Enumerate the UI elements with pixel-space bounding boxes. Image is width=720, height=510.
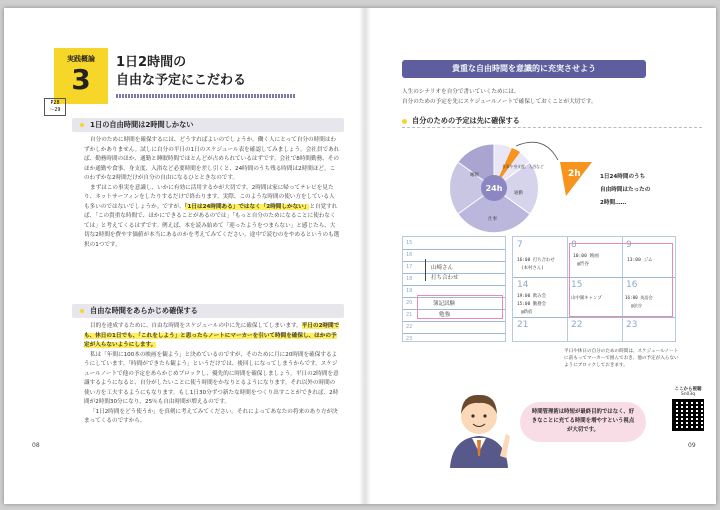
qr-code[interactable] — [672, 399, 704, 431]
grid-v1 — [567, 237, 568, 341]
pie-center-label: 24h — [485, 184, 503, 193]
free-time-label: 2h — [568, 169, 581, 179]
pie-label-commute: 通勤 — [514, 191, 523, 196]
section-2-body — [84, 322, 340, 470]
section-2-para-1a: 目的を達成するために、自由な時間をスケジュールの中に先に確保してしまいます。 — [90, 323, 302, 329]
hour-19: 19 — [406, 288, 413, 294]
note-study: 勉強 — [439, 312, 451, 318]
qr-panel — [668, 386, 708, 446]
page-ref-2: 〜29 — [49, 108, 61, 113]
speech-bubble — [520, 402, 646, 442]
study-marker-block — [417, 295, 503, 319]
intro-line-2: 自分のための予定を先にスケジュールノートで確保しておくことが大切です。 — [402, 98, 597, 105]
intro-text — [402, 88, 692, 107]
page-ref — [44, 98, 66, 116]
section-1-body — [84, 136, 340, 294]
section-banner: 貴重な自由時間を意識的に充実させよう — [402, 60, 646, 78]
section-1-para-2 — [84, 184, 340, 251]
advisor-raised-hand — [500, 434, 510, 458]
calendar-caption: 平日や休日の自分のための時間は、スケジュールノートに前もってマーカーで囲んでおき、他の予定が入らないようにブロックしておきます。 — [564, 349, 679, 368]
section-heading-1: 1日の自由時間は2時間しかない — [72, 118, 344, 132]
chapter-badge — [54, 48, 108, 104]
section-1-highlight: 「1日は24時間ある」ではなく「2時間しかない」 — [184, 203, 310, 210]
note-meeting-1: 山崎さん — [431, 265, 454, 271]
speech-bubble-text: 時間管理術は時短が最終目的ではなく、好きなことに充てる時間を増やすという視点が大切です。 — [531, 409, 635, 433]
hour-16: 16 — [406, 252, 413, 258]
hour-22: 22 — [406, 324, 413, 330]
note-meeting-person: (本村さん) — [521, 266, 544, 271]
hour-18: 18 — [406, 276, 413, 282]
section-heading-2: 自由な時間をあらかじめ確保する — [72, 304, 344, 318]
book-gutter — [359, 8, 371, 504]
day-9: 9 — [626, 240, 632, 250]
hour-20: 20 — [406, 300, 413, 306]
page-number-left: 08 — [32, 442, 40, 449]
notebook-page-right — [512, 236, 676, 342]
note-meeting-2: 打ち合わせ — [431, 275, 459, 281]
page-title — [116, 54, 246, 90]
right-section-heading — [402, 116, 702, 128]
pie-note-1: 1日24時間のうち — [600, 174, 646, 180]
meeting-bracket — [425, 259, 427, 281]
day-21: 21 — [517, 320, 529, 330]
badge-number: 3 — [71, 63, 91, 96]
notebook-page-left — [402, 236, 506, 342]
badge-label: 実践概論 — [67, 55, 95, 63]
qr-title: ここから視聴 — [674, 387, 702, 392]
advisor-illustration — [444, 386, 514, 468]
right-section-title: 自分のための予定は先に確保する — [412, 116, 520, 125]
free-time-wedge — [560, 162, 592, 196]
note-work-session: 15:00 勤務会 — [517, 302, 547, 307]
section-2-para-1 — [84, 322, 340, 351]
advisor-eye-left — [471, 414, 474, 417]
note-english: 16:00 英語会 — [625, 295, 653, 300]
section-2-highlight: 平日の2時間でも、休日の1日でも、「これをしよう」と思ったらノートにマーカーを引いて時間を確保し、ほかの予定が入らないようにします。 — [84, 323, 340, 348]
note-work-place: @新宿 — [521, 310, 533, 315]
pie-label-meals: 食事や身支度、入浴など — [502, 164, 544, 169]
day-7: 7 — [517, 240, 523, 250]
day-22: 22 — [571, 320, 583, 330]
note-drinks: 19:00 飲み会 — [517, 294, 547, 299]
day-14: 14 — [517, 280, 529, 290]
section-1-para-1: 自分のために時間を確保するには、どうすればよいのでしょうか。働く人にとって自分の時間はわずかしかありません。試しに自分の平日の1日のスケジュール表を確認してみましょう。会社員であれば、勤務時間のほか、通勤と睡眠時間でほとんどが占められているはずです。会社で8時間勤務、そのほか通勤や食事、身支度、入浴など必要時間を差し引くと、24時間のうち残る時間は2時間ほど。このわずかな2時間だけが自分の自由になるひとときなのです。 — [84, 137, 340, 181]
qr-code-text: Sn03q — [680, 392, 696, 397]
book-spread — [4, 8, 716, 504]
note-exam: 簿記試験 — [433, 301, 456, 307]
note-movie-place: @渋谷 — [577, 262, 589, 267]
yellow-dot-icon — [402, 119, 407, 124]
hour-15: 15 — [406, 240, 413, 246]
section-1-para-2a: まずはこの事実を意識し、いかに有効に活用するかが大切です。2時間は家に帰ってテレビを見たり、ネットサーフィンをしたりするだけで終わります。実際、このような時間の使い方をしている人も多いのではないでしょうか。ですが、 — [84, 184, 335, 210]
section-2-para-3: 「1日2時間をどう使うか」を真剣に考えてみてください。それによってあなたの将来のあり方が決まってくるのですから。 — [84, 408, 338, 424]
title-line-1: 1日2時間の — [116, 55, 187, 70]
pie-note-2: 自由時間はたったの — [600, 187, 651, 193]
note-gym: 13:00 ジム — [627, 258, 653, 263]
page-ref-1: P28 — [50, 101, 60, 106]
page-number-right: 09 — [688, 442, 696, 449]
day-8: 8 — [571, 240, 577, 250]
day-16: 16 — [626, 280, 638, 290]
pie-label-sleep: 睡眠 — [470, 173, 479, 178]
day-15: 15 — [571, 280, 583, 290]
advisor-eye-right — [483, 414, 486, 417]
day-23: 23 — [626, 320, 638, 330]
hour-21: 21 — [406, 312, 413, 318]
title-line-2: 自由な予定にこだわる — [116, 73, 247, 88]
pie-label-work: 仕事 — [488, 217, 497, 222]
note-movie: 10:00 映画 — [573, 254, 599, 259]
intro-line-1: 人生のシナリオを自分で書いていくためには、 — [402, 89, 520, 95]
note-english-place: @渋谷 — [631, 303, 642, 308]
note-meeting: 16:00 打ち合わせ — [517, 258, 555, 263]
hour-17: 17 — [406, 264, 413, 270]
hour-23: 23 — [406, 336, 413, 342]
note-camping: 山中湖キャンプ — [571, 296, 602, 301]
title-underline — [116, 94, 296, 98]
section-2-para-2: 私は「年間に100本の映画を観よう」と決めているのですが、そのために月に20時間を確保するようにしています。「時間ができたら観よう」というだけでは、後回しになってしまうからです。スケジュールノートで他の予定をあらかじめブロックし、優先的に時間を確保しましょう。平日の2時間を意識するようになると、自分がしたいことに使う時間をかなりとるようになります。それ以外の時間の使い方を工夫するようにもなります。もし1日30分ずつ新たな時間をつくり出すことができれば、2時間が2時間30分になり、25％も自由時間が増えるのです。 — [84, 351, 339, 405]
section-1-para-2b: と自覚すれば、「この貴重な時間で、ほかにできることがあるのでは」「もっと自分のためになることに使わなくては」と考えてくるはずです。例えば、本を読み始めて「迎ったようをつまらない」と感じたら、大切な2時間を費やす価値が本当にあるのかを考えてみてください。途中で読むのをやめるというのも選択の1つです。 — [84, 203, 340, 248]
day-pie-chart — [454, 136, 651, 240]
pie-note-3: 2時間…… — [600, 200, 627, 206]
